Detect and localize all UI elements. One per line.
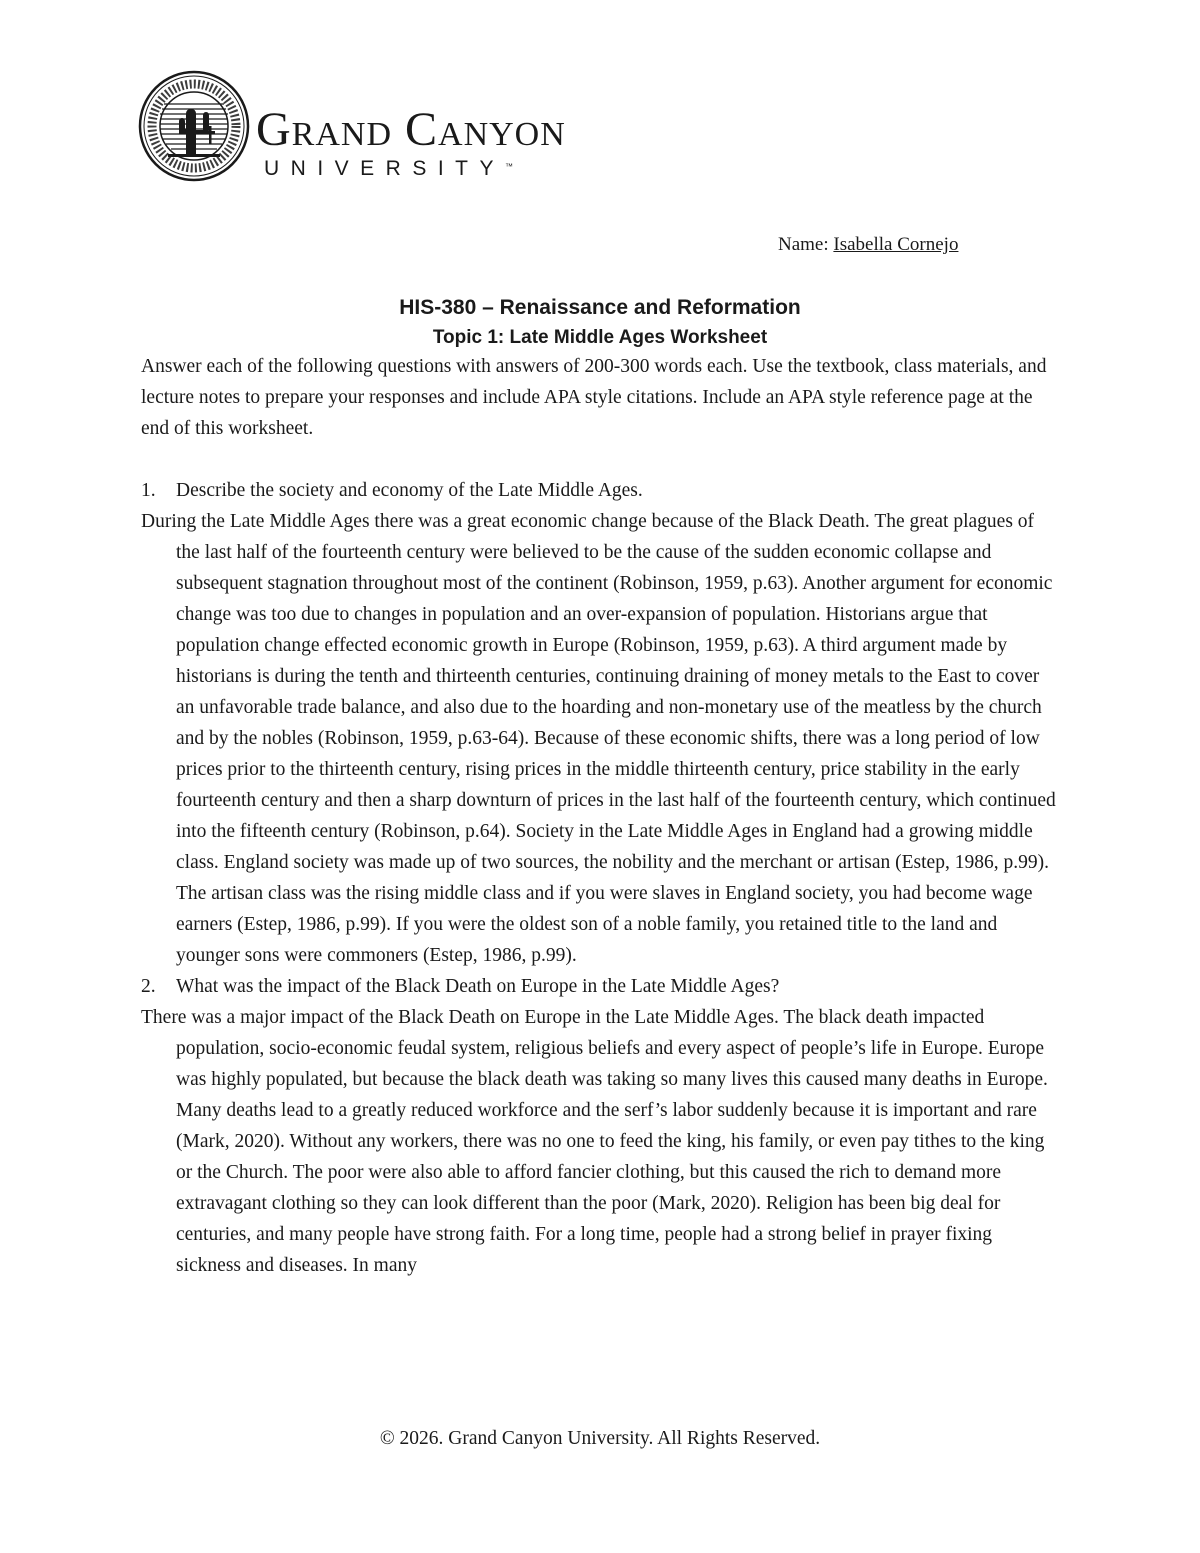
worksheet-body	[141, 351, 1061, 1281]
university-logo	[138, 70, 638, 190]
name-label: Name:	[778, 234, 829, 255]
university-wordmark	[256, 103, 566, 180]
question-number: 2.	[141, 976, 156, 997]
wordmark-university: UNIVERSITY	[264, 157, 506, 180]
instructions-paragraph: Answer each of the following questions with answers of 200-300 words each. Use the textbook, class materials, and lecture notes to prepare your responses and include APA style citations. Include an APA style reference page at the end of this worksheet.	[141, 356, 1047, 439]
answer-2: There was a major impact of the Black Death on Europe in the Late Middle Ages. The black death impacted population, socio-economic feudal system, religious beliefs and every aspect of people’s life in Europe. Europe was highly populated, but because the black death was taking so many lives this caused many deaths in Europe. Many deaths lead to a greatly reduced workforce and the serf’s labor suddenly because it is important and rare (Mark, 2020). Without any workers, there was no one to feed the king, his family, or even pay tithes to the king or the Church. The poor were also able to afford fancier clothing, but this caused the rich to demand more extravagant clothing so they can look different than the poor (Mark, 2020). Religion has been big deal for centuries, and many people have strong faith. For a long time, people had a strong belief in prayer fixing sickness and diseases. In many	[141, 1007, 1048, 1276]
question-1	[141, 475, 1061, 506]
wordmark-subtitle	[264, 158, 566, 180]
question-2	[141, 971, 1061, 1002]
worksheet-title-block	[0, 292, 1200, 353]
student-name-line	[778, 234, 958, 256]
university-seal-icon	[138, 70, 250, 182]
wordmark-title: Grand Canyon	[256, 103, 566, 156]
student-name: Isabella Cornejo	[833, 234, 959, 255]
question-text: Describe the society and economy of the Late Middle Ages.	[176, 480, 643, 501]
answer-1: During the Late Middle Ages there was a great economic change because of the Black Death. The great plagues of the last half of the fourteenth century were believed to be the cause of the sudden economic collapse and subsequent stagnation throughout most of the continent (Robinson, 1959, p.63). Another argument for economic change was too due to changes in population and an over-expansion of population. Historians argue that population change effected economic growth in Europe (Robinson, 1959, p.63). A third argument made by historians is during the tenth and thirteenth centuries, continuing draining of money metals to the East to cover an unfavorable trade balance, and also due to the hoarding and non-monetary use of the meatless by the church and by the nobles (Robinson, 1959, p.63-64). Because of these economic shifts, there was a long period of low prices prior to the thirteenth century, rising prices in the middle thirteenth century, price stability in the early fourteenth century and then a sharp downturn of prices in the last half of the fourteenth century, which continued into the fifteenth century (Robinson, p.64). Society in the Late Middle Ages in England had a growing middle class. England society was made up of two sources, the nobility and the merchant or artisan (Estep, 1986, p.99). The artisan class was the rising middle class and if you were slaves in England society, you had become wage earners (Estep, 1986, p.99). If you were the oldest son of a noble family, you retained title to the land and younger sons were commoners (Estep, 1986, p.99).	[141, 511, 1056, 966]
worksheet-subtitle: Topic 1: Late Middle Ages Worksheet	[432, 327, 768, 348]
question-text: What was the impact of the Black Death on Europe in the Late Middle Ages?	[176, 976, 780, 997]
course-title: HIS-380 – Renaissance and Reformation	[399, 296, 801, 319]
copyright-footer: © 2026. Grand Canyon University. All Rights Reserved.	[379, 1428, 821, 1449]
question-number: 1.	[141, 480, 156, 501]
trademark-symbol: ™	[505, 162, 514, 171]
